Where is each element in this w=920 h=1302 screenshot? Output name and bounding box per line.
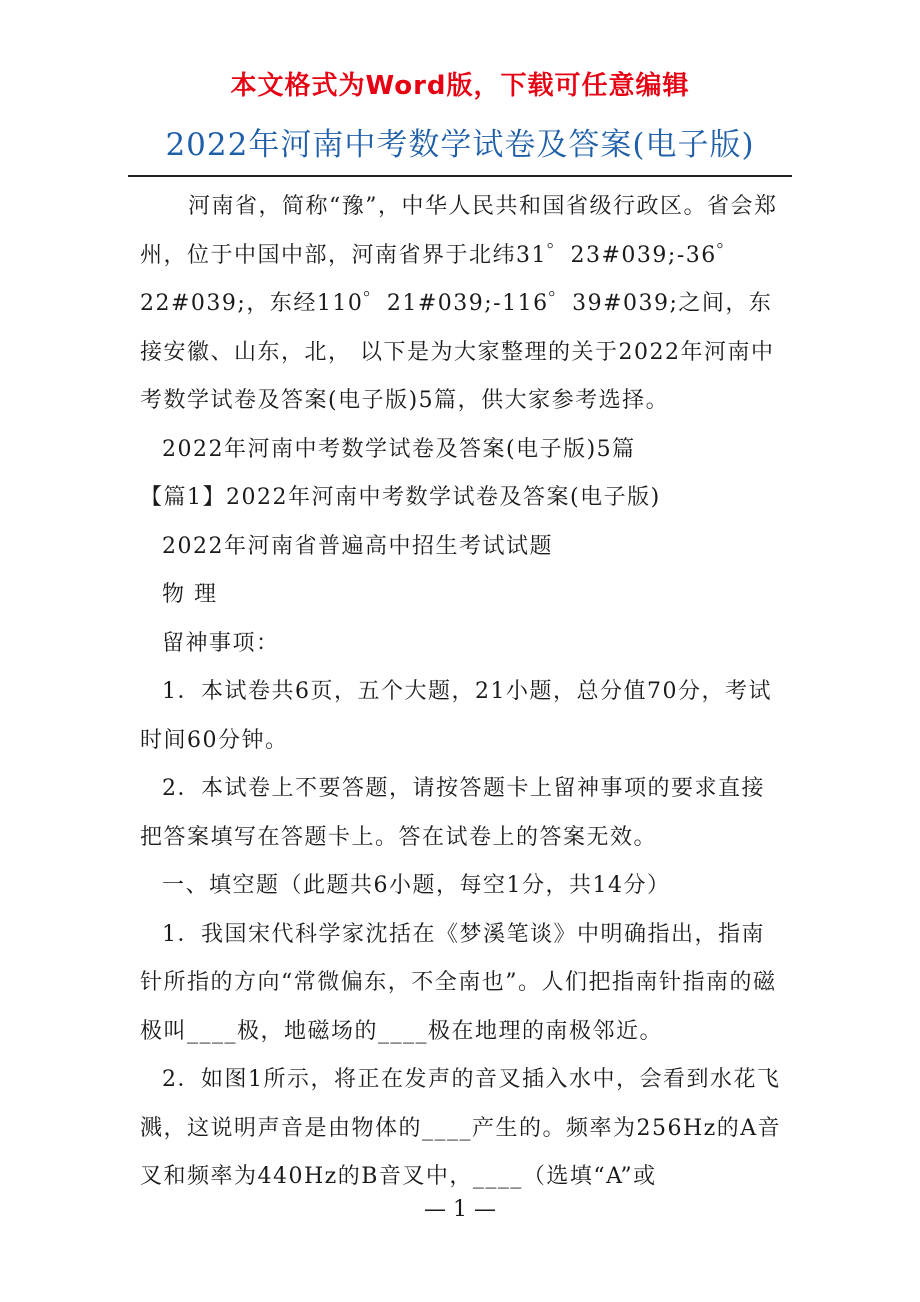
- question-2: 2．如图1所示，将正在发声的音叉插入水中，会看到水花飞溅，这说明声音是由物体的____产生的。频率为256Hz的A音叉和频率为440Hz的B音叉中，____（选填“A”或: [140, 1067, 782, 1189]
- document-title: 2022年河南中考数学试卷及答案(电子版): [165, 127, 755, 163]
- page-number: — 1 —: [424, 1197, 496, 1222]
- notice-item-1: 1．本试卷共6页，五个大题，21小题，总分值70分，考试时间60分钟。: [140, 679, 772, 753]
- title-divider: [128, 175, 792, 177]
- format-banner: 本文格式为Word版，下载可任意编辑: [230, 71, 690, 101]
- notice-heading: 留神事项：: [162, 630, 280, 656]
- section-heading-fill-in: 一、填空题（此题共6小题，每空1分，共14分）: [162, 873, 671, 898]
- question-1: 1．我国宋代科学家沈括在《梦溪笔谈》中明确指出，指南针所指的方向“常微偏东，不全南也”。人们把指南针指南的磁极叫____极，地磁场的____极在地理的南极邻近。: [140, 921, 777, 1044]
- document-body: [140, 183, 782, 1202]
- intro-paragraph: 河南省，简称“豫”，中华人民共和国省级行政区。省会郑州，位于中国中部，河南省界于北纬31゜23#039;-36゜22#039;，东经110゜21#039;-116゜39#039;之间，东接安徽、山东，北， 以下是为大家整理的关于2022年河南中考数学试卷及答案(电子版)5篇，供大家参考选择。: [140, 194, 778, 413]
- chapter-heading: 【篇1】2022年河南中考数学试卷及答案(电子版): [140, 485, 661, 510]
- subject-label: 物 理: [162, 582, 218, 607]
- exam-title: 2022年河南省普遍高中招生考试试题: [162, 533, 553, 559]
- notice-item-2: 2．本试卷上不要答题，请按答题卡上留神事项的要求直接把答案填写在答题卡上。答在试卷上的答案无效。: [140, 776, 765, 850]
- collection-subtitle: 2022年河南中考数学试卷及答案(电子版)5篇: [162, 436, 636, 462]
